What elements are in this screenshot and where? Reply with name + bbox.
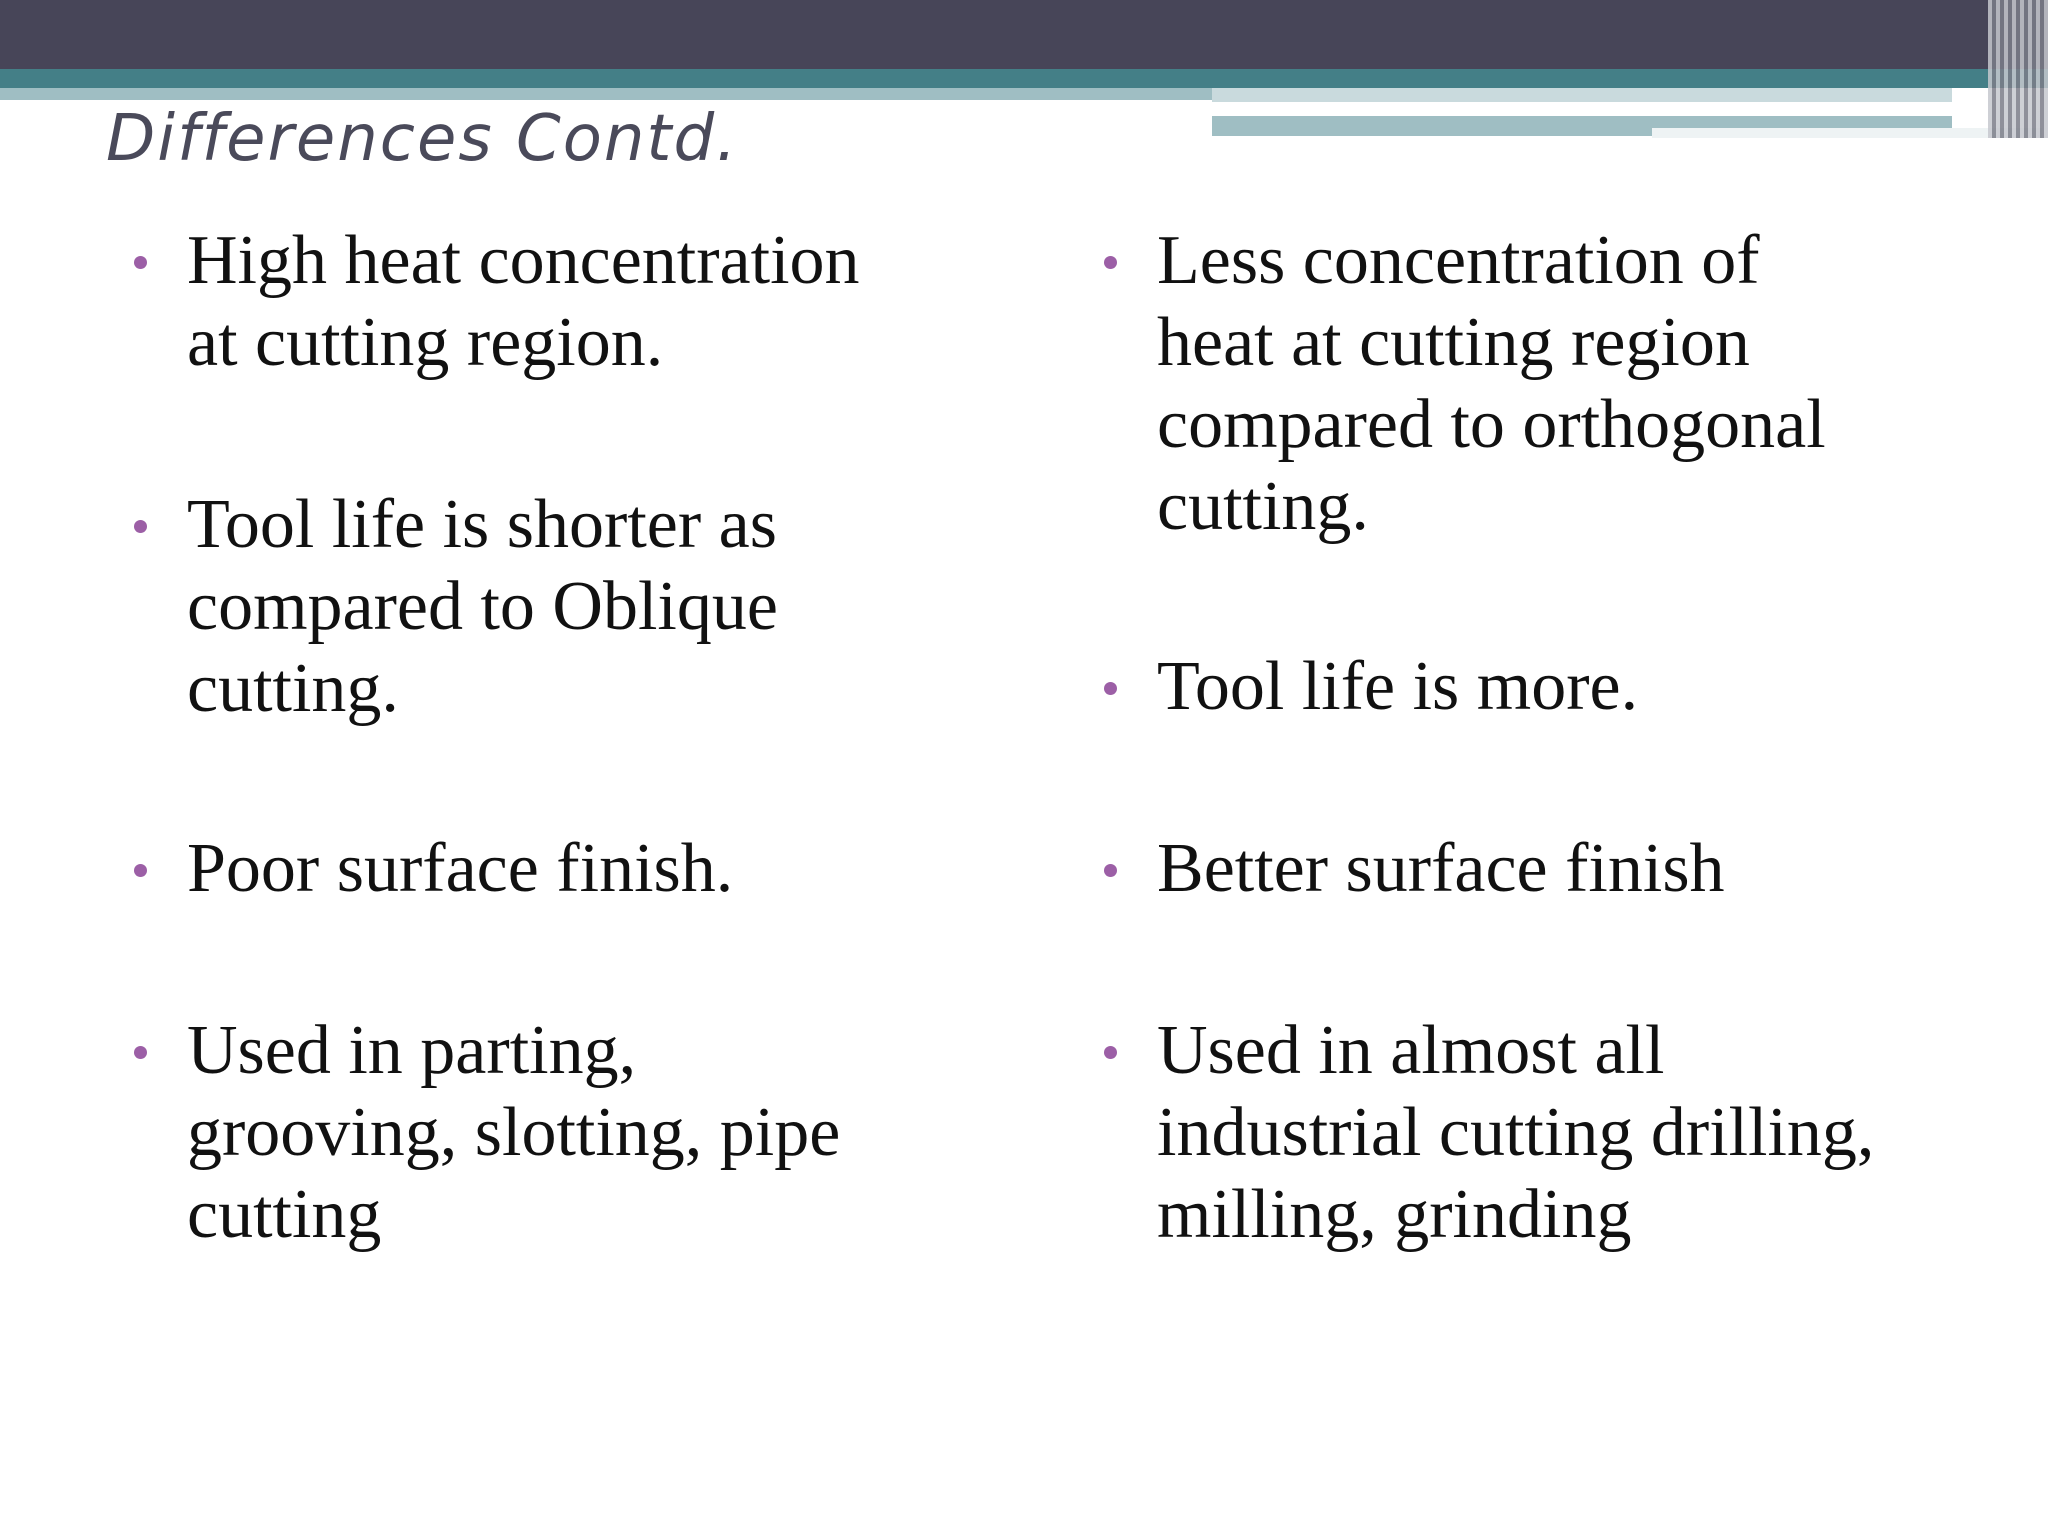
header-fade-band-right <box>1652 128 2042 138</box>
header-light-band-left <box>0 88 1212 100</box>
left-bullet-text: Used in parting, grooving, slotting, pipe cutting <box>187 1012 841 1253</box>
right-bullet-item <box>1104 644 1638 728</box>
right-bullet-text: Less concentration of heat at cutting region compared to orthogonal cutting. <box>1157 222 1826 545</box>
bullet-dot-icon <box>1104 864 1117 877</box>
header-light-band-right <box>1212 88 1952 102</box>
slide-title: Differences Contd. <box>106 102 739 176</box>
right-bullet-item <box>1104 218 1826 548</box>
right-bullet-text: Tool life is more. <box>1157 648 1639 725</box>
left-bullet-text: Poor surface finish. <box>187 830 734 907</box>
right-bullet-text: Better surface finish <box>1157 830 1725 907</box>
bullet-dot-icon <box>1104 682 1117 695</box>
bullet-dot-icon <box>134 864 147 877</box>
left-bullet-text: High heat concentration at cutting region. <box>187 222 860 381</box>
bullet-dot-icon <box>134 256 147 269</box>
right-bullet-text: Used in almost all industrial cutting drilling, milling, grinding <box>1157 1012 1875 1253</box>
left-bullet-item <box>134 218 860 384</box>
left-bullet-item <box>134 826 733 910</box>
header-dark-band <box>0 0 2048 69</box>
header-teal-band <box>0 69 2048 88</box>
right-bullet-item <box>1104 1008 1874 1256</box>
left-bullet-text: Tool life is shorter as compared to Oblique cutting. <box>187 486 778 727</box>
header-stripe-decoration <box>1988 0 2048 138</box>
left-bullet-item <box>134 482 778 730</box>
bullet-dot-icon <box>134 520 147 533</box>
bullet-dot-icon <box>1104 256 1117 269</box>
right-bullet-item <box>1104 826 1725 910</box>
bullet-dot-icon <box>1104 1046 1117 1059</box>
bullet-dot-icon <box>134 1046 147 1059</box>
left-bullet-item <box>134 1008 840 1256</box>
